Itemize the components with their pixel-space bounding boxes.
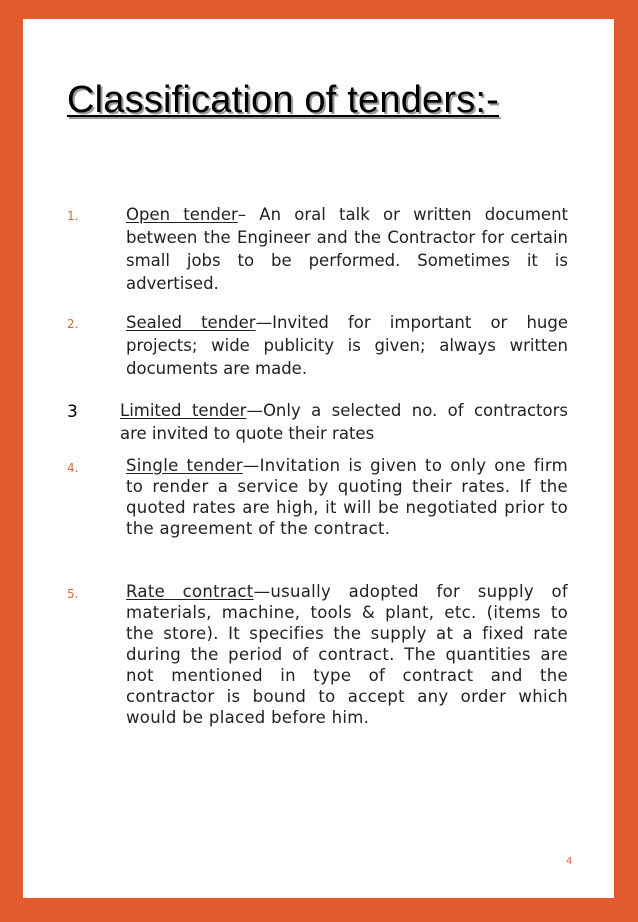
item-number: 3: [67, 402, 78, 422]
slide-title: Classification of tenders:-: [67, 79, 500, 121]
item-text: —Invited for important or huge projects; wide publicity is given; always written documents are made.: [126, 313, 568, 378]
item-number: 5.: [67, 587, 79, 601]
item-text: —Only a selected no. of contractors are invited to quote their rates: [120, 401, 568, 443]
item-number: 1.: [67, 209, 79, 223]
page-number: 4: [566, 856, 573, 867]
item-body: [126, 311, 568, 380]
item-term: Sealed tender: [126, 313, 256, 332]
item-number: 2.: [67, 317, 79, 331]
item-term: Single tender: [126, 456, 243, 475]
item-number: 4.: [67, 461, 79, 475]
slide-page: [23, 19, 614, 898]
item-text: —Invitation is given to only one firm to render a service by quoting their rates. If the quoted rates are high, it will be negotiated prior to the agreement of the contract.: [126, 456, 568, 538]
item-text: —usually adopted for supply of materials, machine, tools & plant, etc. (items to the store). It specifies the supply at a fixed rate during the period of contract. The quantities are not mentioned in type of contract and the contractor is bound to accept any order which would be placed before him.: [126, 582, 568, 727]
item-body: [126, 581, 568, 728]
item-body: [126, 203, 568, 295]
item-text: – An oral talk or written document between the Engineer and the Contractor for certain small jobs to be performed. Sometimes it is advertised.: [126, 205, 568, 293]
item-term: Open tender: [126, 205, 238, 224]
item-term: Rate contract: [126, 582, 254, 601]
item-body: [120, 399, 568, 445]
item-term: Limited tender: [120, 401, 247, 420]
item-body: [126, 455, 568, 539]
